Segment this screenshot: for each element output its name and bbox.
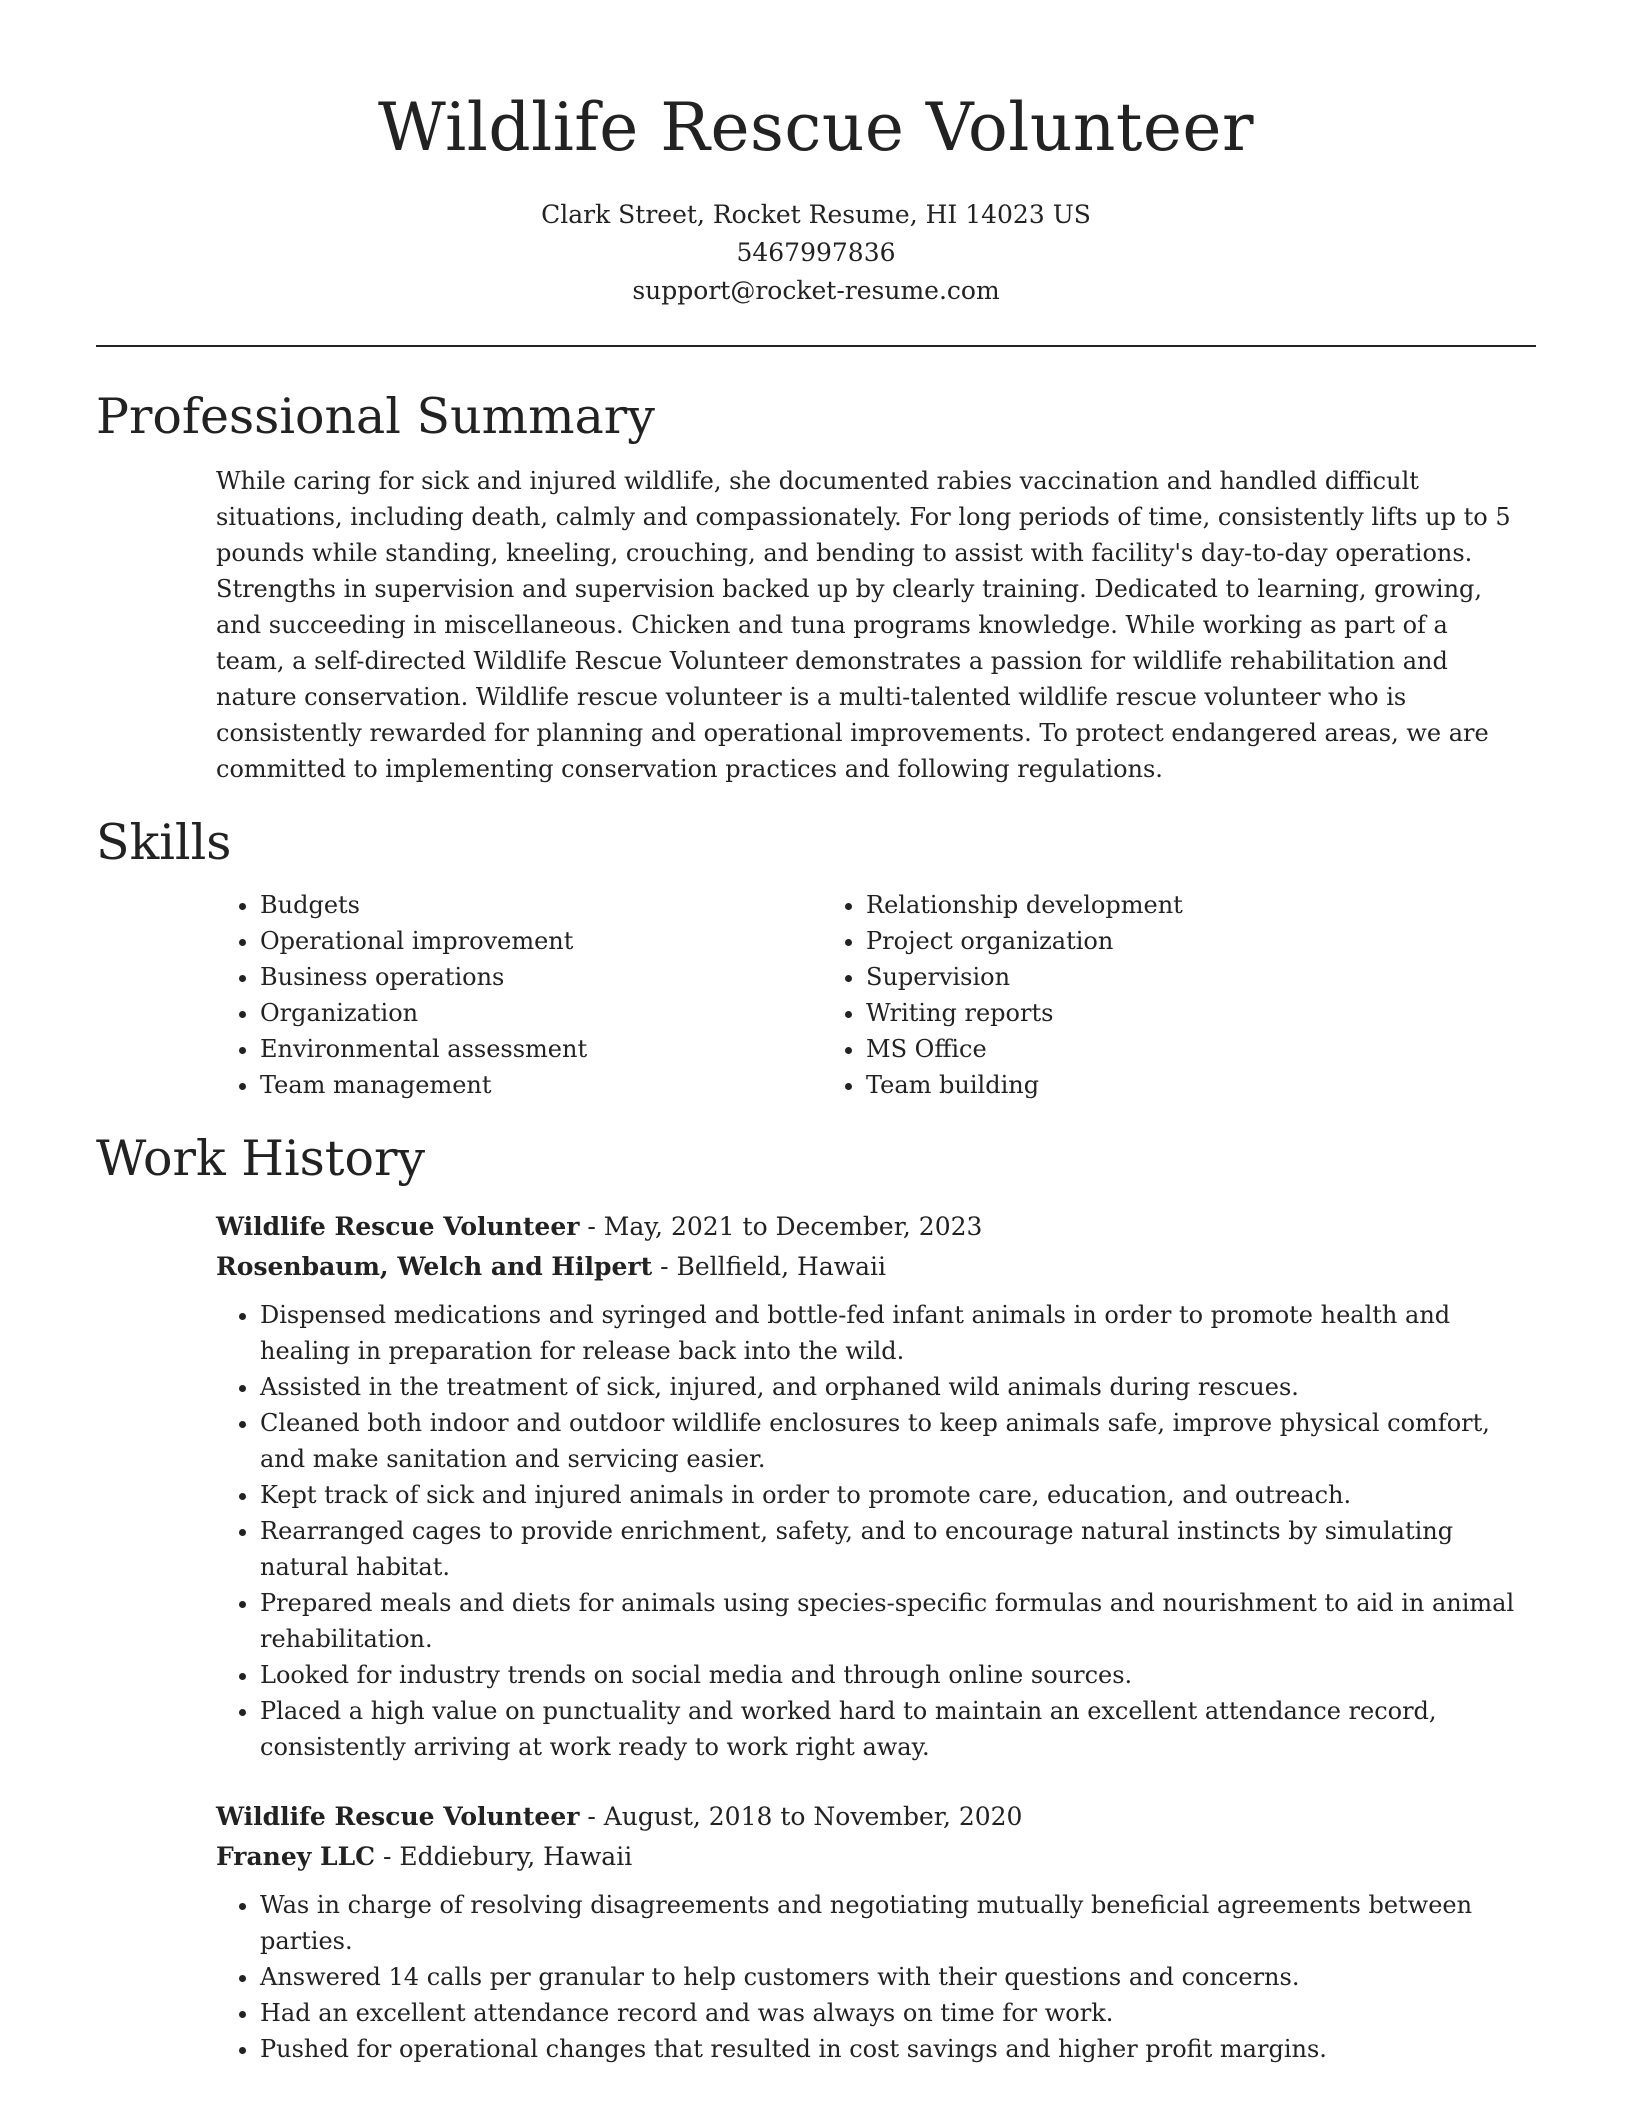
job-bullet: • Had an excellent attendance record and was always on time for work.	[260, 1995, 1536, 2031]
resume-header	[96, 0, 1536, 310]
job-bullet: • Rearranged cages to provide enrichment, safety, and to encourage natural instincts by simulating natural habitat.	[260, 1513, 1536, 1585]
job-location: - Bellfield, Hawaii	[652, 1252, 887, 1281]
job-bullet: • Placed a high value on punctuality and worked hard to maintain an excellent attendance record, consistently arriving at work ready to work right away.	[260, 1693, 1536, 1765]
header-divider	[96, 345, 1536, 347]
job-role: Wildlife Rescue Volunteer	[216, 1212, 580, 1241]
job-company: Franey LLC	[216, 1842, 376, 1871]
summary-text: While caring for sick and injured wildlife, she documented rabies vaccination and handled difficult situations, including death, calmly and compassionately. For long periods of time, consistently lifts up to 5 pounds while standing, kneeling, crouching, and bending to assist with facility's day-to-day operations. Strengths in supervision and supervision backed up by clearly training. Dedicated to learning, growing, and succeeding in miscellaneous. Chicken and tuna programs knowledge. While working as part of a team, a self-directed Wildlife Rescue Volunteer demonstrates a passion for wildlife rehabilitation and nature conservation. Wildlife rescue volunteer is a multi-talented wildlife rescue volunteer who is consistently rewarded for planning and operational improvements. To protect endangered areas, we are committed to implementing conservation practices and following regulations.	[216, 467, 1511, 783]
skill-item: • Team building	[866, 1067, 1428, 1103]
job-bullet: • Was in charge of resolving disagreements and negotiating mutually beneficial agreements between parties.	[260, 1887, 1536, 1959]
job-location: - Eddiebury, Hawaii	[375, 1842, 633, 1871]
job-company-line	[216, 1837, 1536, 1877]
skill-item: • Supervision	[866, 959, 1428, 995]
job-entry	[216, 1207, 1536, 1765]
skill-item: • MS Office	[866, 1031, 1428, 1067]
skills-column-right	[822, 887, 1428, 1103]
job-bullet: • Answered 14 calls per granular to help customers with their questions and concerns.	[260, 1959, 1536, 1995]
skills-list	[216, 887, 1536, 1103]
contact-info	[96, 196, 1536, 310]
skill-item: • Budgets	[260, 887, 822, 923]
skill-item: • Environmental assessment	[260, 1031, 822, 1067]
job-bullet: • Pushed for operational changes that resulted in cost savings and higher profit margins.	[260, 2031, 1536, 2067]
contact-phone: 5467997836	[736, 238, 896, 267]
job-bullets	[216, 1297, 1536, 1765]
skill-item: • Business operations	[260, 959, 822, 995]
skill-item: • Operational improvement	[260, 923, 822, 959]
contact-address: Clark Street, Rocket Resume, HI 14023 US	[541, 200, 1091, 229]
skill-item: • Writing reports	[866, 995, 1428, 1031]
skill-item: • Project organization	[866, 923, 1428, 959]
job-role: Wildlife Rescue Volunteer	[216, 1802, 580, 1831]
job-bullet: • Cleaned both indoor and outdoor wildlife enclosures to keep animals safe, improve physical comfort, and make sanitation and servicing easier.	[260, 1405, 1536, 1477]
skills-heading: Skills	[96, 814, 232, 871]
skills-column-left	[216, 887, 822, 1103]
job-bullet: • Dispensed medications and syringed and bottle-fed infant animals in order to promote health and healing in preparation for release back into the wild.	[260, 1297, 1536, 1369]
job-company-line	[216, 1247, 1536, 1287]
job-bullet: • Prepared meals and diets for animals using species-specific formulas and nourishment to aid in animal rehabilitation.	[260, 1585, 1536, 1657]
candidate-name: Wildlife Rescue Volunteer	[377, 89, 1255, 166]
contact-email: support@rocket-resume.com	[632, 276, 1000, 305]
skill-item: • Organization	[260, 995, 822, 1031]
job-bullet: • Looked for industry trends on social media and through online sources.	[260, 1657, 1536, 1693]
summary-heading: Professional Summary	[96, 388, 655, 445]
job-bullets	[216, 1887, 1536, 2067]
job-company: Rosenbaum, Welch and Hilpert	[216, 1252, 653, 1281]
work-history-heading: Work History	[96, 1130, 426, 1187]
job-bullet: • Kept track of sick and injured animals in order to promote care, education, and outreach.	[260, 1477, 1536, 1513]
job-title-line	[216, 1207, 1536, 1247]
job-title-line	[216, 1797, 1536, 1837]
job-bullet: • Assisted in the treatment of sick, injured, and orphaned wild animals during rescues.	[260, 1369, 1536, 1405]
skill-item: • Relationship development	[866, 887, 1428, 923]
job-entry	[216, 1797, 1536, 2067]
skill-item: • Team management	[260, 1067, 822, 1103]
job-dates: - May, 2021 to December, 2023	[579, 1212, 983, 1241]
job-dates: - August, 2018 to November, 2020	[579, 1802, 1023, 1831]
resume-page	[96, 0, 1536, 2067]
